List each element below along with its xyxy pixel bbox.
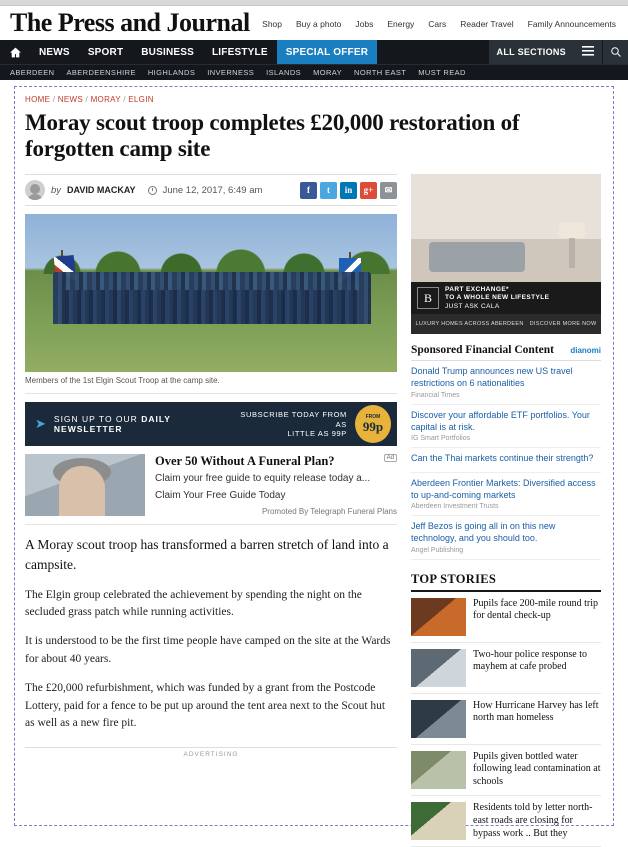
promoted-by: Promoted By Telegraph Funeral Plans [261, 506, 397, 516]
hero-scout-group-front [65, 290, 359, 324]
story-headline[interactable]: How Hurricane Harvey has left north man homeless [473, 699, 599, 724]
nav-item-special-offer[interactable]: SPECIAL OFFER [277, 40, 377, 64]
advertising-divider [25, 747, 397, 758]
promoted-cta[interactable]: Claim Your Free Guide Today [155, 489, 286, 501]
top-stories-heading: TOP STORIES [411, 572, 601, 592]
page-title: Moray scout troop completes £20,000 restoration of forgotten camp site [25, 110, 520, 162]
facebook-share-button[interactable]: f [300, 182, 317, 199]
article-paragraph-2: It is understood to be the first time people have camped on the site at the Wards for about 40 years. [25, 635, 391, 665]
list-item[interactable] [411, 643, 601, 694]
sidebar-column [411, 174, 601, 847]
cala-ad-logo: B [417, 287, 439, 309]
article-lede: A Moray scout troop has transformed a barren stretch of land into a campsite. [25, 537, 389, 572]
article-paragraph-3: The £20,000 refurbishment, which was funded by a grant from the Postcode Lottery, paid for a fence to be put up around the tent area next to the Scout hut as well as a new fire pit. [25, 681, 386, 730]
sponsored-item-link[interactable]: Discover your affordable ETF portfolios. Your capital is at risk. [411, 409, 590, 432]
cala-ad-copy [445, 286, 549, 310]
site-logo[interactable]: The Press and Journal [10, 8, 250, 37]
utility-link-cars[interactable]: Cars [428, 19, 447, 29]
cala-ad-lampshade [559, 222, 585, 238]
utility-nav [262, 17, 622, 29]
nav-item-sport[interactable]: SPORT [87, 46, 124, 58]
list-item[interactable] [411, 405, 601, 448]
breadcrumb-item-elgin[interactable]: ELGIN [128, 95, 154, 104]
utility-link-jobs[interactable]: Jobs [355, 19, 374, 29]
newsletter-offer-line1: SUBSCRIBE TODAY FROM AS [240, 410, 347, 429]
nav-item-business[interactable]: BUSINESS [141, 46, 194, 58]
all-sections-button[interactable] [489, 40, 602, 64]
all-sections-label: ALL SECTIONS [496, 47, 566, 57]
secondary-nav [0, 64, 628, 80]
story-headline[interactable]: Residents told by letter north-east roads are closing for bypass work .. But they [473, 802, 593, 839]
share-buttons [300, 182, 397, 199]
sponsored-content-title: Sponsored Financial Content [411, 344, 554, 357]
article-hero-image [25, 214, 397, 372]
list-item[interactable] [411, 516, 601, 559]
advertising-label: ADVERTISING [183, 751, 239, 759]
breadcrumb-item-home[interactable]: HOME [25, 95, 51, 104]
promoted-body [155, 454, 397, 516]
subnav-item-aberdeen[interactable]: ABERDEEN [10, 68, 55, 77]
sponsored-item-link[interactable]: Aberdeen Frontier Markets: Diversified access to up-and-coming markets [411, 477, 596, 500]
breadcrumb: HOME / NEWS / MORAY / ELGIN [25, 95, 154, 104]
cala-ad-line2: TO A WHOLE NEW LIFESTYLE [445, 294, 550, 302]
subnav-item-islands[interactable]: ISLANDS [266, 68, 302, 77]
story-thumbnail [411, 598, 466, 636]
subnav-item-inverness[interactable]: INVERNESS [207, 68, 255, 77]
breadcrumb-item-news[interactable]: NEWS [57, 95, 83, 104]
nav-item-lifestyle[interactable]: LIFESTYLE [212, 46, 268, 58]
list-item[interactable] [411, 592, 601, 643]
cala-ad-lamp [569, 234, 575, 268]
list-item[interactable] [411, 796, 601, 847]
utility-link-energy[interactable]: Energy [387, 19, 415, 29]
newsletter-left [25, 414, 233, 434]
subnav-item-must-read[interactable]: MUST READ [418, 68, 466, 77]
story-thumbnail [411, 751, 466, 789]
story-thumbnail [411, 700, 466, 738]
cala-ad-footer-right[interactable]: DISCOVER MORE NOW [529, 321, 597, 328]
googleplus-share-button[interactable]: g+ [360, 182, 377, 199]
utility-link-buy-a-photo[interactable]: Buy a photo [296, 19, 342, 29]
sponsored-item-source: Angel Publishing [411, 546, 464, 554]
promoted-description: Claim your free guide to equity release today a... [155, 473, 371, 485]
nav-right-group [489, 40, 628, 64]
story-headline[interactable]: Two-hour police response to mayhem at cafe probed [473, 648, 587, 673]
sponsored-item-source: IG Smart Portfolios [411, 435, 471, 443]
clock-icon [148, 186, 157, 195]
home-icon[interactable] [0, 40, 30, 64]
story-thumbnail [411, 802, 466, 840]
badge-from-label: FROM [365, 414, 381, 421]
subnav-item-highlands[interactable]: HIGHLANDS [147, 68, 196, 77]
nav-item-news[interactable]: NEWS [39, 46, 70, 58]
sponsored-item-link[interactable]: Can the Thai markets continue their strength? [411, 453, 594, 464]
sponsored-item-link[interactable]: Donald Trump announces new US travel restrictions on 6 nationalities [411, 366, 573, 389]
cala-ad-footer [411, 314, 601, 334]
paper-plane-icon: ➤ [35, 416, 46, 432]
subnav-item-moray[interactable]: MORAY [313, 68, 343, 77]
newsletter-price-badge [355, 405, 391, 443]
newsletter-signup-banner[interactable] [25, 402, 397, 446]
two-column-layout [25, 174, 603, 847]
cala-ad-line3: JUST ASK CALA [445, 302, 500, 310]
story-headline[interactable]: Pupils face 200-mile round trip for dental check-up [473, 597, 598, 622]
byline-date: June 12, 2017, 6:49 am [162, 184, 263, 196]
story-thumbnail [411, 649, 466, 687]
sponsored-item-source: Financial Times [411, 391, 460, 399]
utility-link-family-announcements[interactable]: Family Announcements [527, 19, 616, 29]
article-paragraph-1: The Elgin group celebrated the achievement by spending the night on the secluded grass patch while running activities. [25, 588, 362, 619]
promoted-content-unit[interactable] [25, 454, 397, 525]
cala-ad-line1: PART EXCHANGE* [445, 286, 509, 294]
utility-link-shop[interactable]: Shop [262, 19, 283, 29]
sponsored-item-link[interactable]: Jeff Bezos is going all in on this new technology, and you should too. [411, 521, 556, 543]
cala-homes-ad[interactable] [411, 174, 601, 334]
ad-label: Ad [384, 454, 397, 462]
sponsored-content-header [411, 344, 601, 361]
cala-ad-sofa [429, 242, 525, 272]
promoted-image [25, 454, 145, 516]
byline-prefix: by [51, 184, 62, 196]
list-item[interactable] [411, 745, 601, 796]
list-item[interactable] [411, 448, 601, 473]
newsletter-line1: SIGN UP TO OUR [53, 414, 138, 425]
image-caption: Members of the 1st Elgin Scout Troop at the camp site. [25, 372, 397, 394]
list-item[interactable] [411, 694, 601, 745]
dianomi-logo: dianomi [570, 346, 601, 356]
list-item[interactable] [411, 361, 601, 404]
content-frame [14, 86, 614, 839]
avatar [25, 180, 45, 200]
newsletter-text [54, 414, 233, 434]
newsletter-offer-line2: LITTLE AS 99P [287, 429, 347, 439]
linkedin-share-button[interactable]: in [340, 182, 357, 199]
hamburger-icon [582, 46, 594, 58]
newsletter-right [233, 405, 397, 443]
newsletter-line2: DAILY NEWSLETTER [53, 414, 171, 435]
twitter-share-button[interactable]: t [320, 182, 337, 199]
promoted-title[interactable]: Over 50 Without A Funeral Plan? [155, 454, 335, 469]
cala-ad-footer-left: LUXURY HOMES ACROSS ABERDEEN [415, 321, 524, 328]
site-masthead [0, 6, 628, 40]
utility-link-reader-travel[interactable]: Reader Travel [460, 19, 514, 29]
primary-nav [0, 40, 628, 64]
byline [25, 174, 397, 206]
badge-amount: 99p [362, 419, 384, 435]
email-share-button[interactable]: ✉ [380, 182, 397, 199]
search-button[interactable] [602, 40, 628, 64]
subnav-item-aberdeenshire[interactable]: ABERDEENSHIRE [66, 68, 136, 77]
list-item[interactable] [411, 473, 601, 516]
subnav-item-north-east[interactable]: NORTH EAST [354, 68, 407, 77]
article-column [25, 174, 397, 847]
story-headline[interactable]: Pupils given bottled water following lead contamination at schools [473, 750, 601, 788]
sponsored-item-source: Aberdeen Investment Trusts [411, 503, 499, 511]
cala-ad-banner [411, 282, 601, 314]
breadcrumb-item-moray[interactable]: MORAY [90, 95, 121, 104]
newsletter-offer [233, 410, 347, 438]
byline-author[interactable]: DAVID MACKAY [67, 185, 136, 196]
